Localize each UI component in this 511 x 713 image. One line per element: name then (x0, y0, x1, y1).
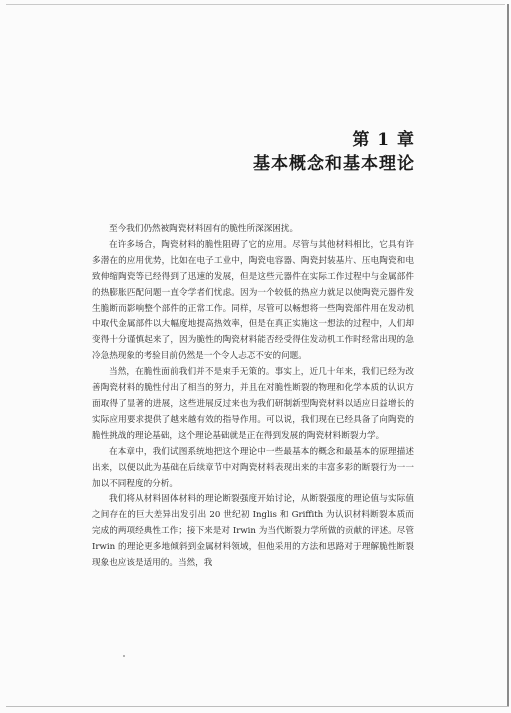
page-right-edge (507, 4, 509, 707)
paragraph: 在本章中，我们试图系统地把这个理论中一些最基本的概念和最基本的原理描述出来，以便以此为基础在后续章节中对陶瓷材料表现出来的丰富多彩的断裂行为一一加以不同程度的分析。 (92, 446, 414, 489)
scan-speck (123, 655, 125, 657)
chapter-title: 基本概念和基本理论 (253, 154, 415, 174)
page-top-edge (6, 4, 505, 5)
paragraph: 当然，在脆性面前我们并不是束手无策的。事实上，近几十年来，我们已经为改善陶瓷材料的脆性付出了相当的努力，并且在对脆性断裂的物理和化学本质的认识方面取得了显著的进展，这些进展反过来也为我们研制新型陶瓷材料以适应日益增长的实际应用要求提供了越来越有效的指导作用。可以说，我们现在已经具备了向陶瓷的脆性挑战的理论基础，这个理论基础就是正在得到发展的陶瓷材料断裂力学。 (92, 367, 414, 441)
page-bottom-edge (6, 706, 509, 707)
paragraph: 我们将从材料固体材料的理论断裂强度开始讨论，从断裂强度的理论值与实际值之间存在的巨大差异出发引出 20 世纪初 Inglis 和 Griffith 为认识材料断裂本质而完成的两项经典性工作；接下来是对 Irwin 为当代断裂力学所做的贡献的评述。尽管 Irwin 的理论更多地倾斜到金属材料领域，但他采用的方法和思路对于理解脆性断裂现象也应该是适用的。当然，我 (92, 494, 414, 569)
paragraph: 至今我们仍然被陶瓷材料固有的脆性所深深困扰。 (109, 224, 299, 234)
chapter-number: 第 1 章 (352, 130, 415, 150)
chapter-heading (253, 129, 415, 177)
body-text (92, 222, 414, 572)
paragraph: 在许多场合，陶瓷材料的脆性阻碍了它的应用。尽管与其他材料相比，它具有许多潜在的应用优势，比如在电子工业中，陶瓷电容器、陶瓷封装基片、压电陶瓷和电致伸缩陶瓷等已经得到了迅速的发展，但是这些元器件在实际工作过程中与金属部件的热膨胀匹配问题一直令学者们忧虑。因为一个较低的热应力就足以使陶瓷元器件发生脆断而影响整个部件的正常工作。同样，尽管可以畅想将一些陶瓷部件用在发动机中取代金属部件以大幅度地提高热效率，但是在真正实施这一想法的过程中，人们却变得十分谨慎起来了，因为脆性的陶瓷材料能否经受得住发动机工作时经常出现的急冷急热现象的考验目前仍然是一个令人忐忑不安的问题。 (92, 239, 414, 362)
